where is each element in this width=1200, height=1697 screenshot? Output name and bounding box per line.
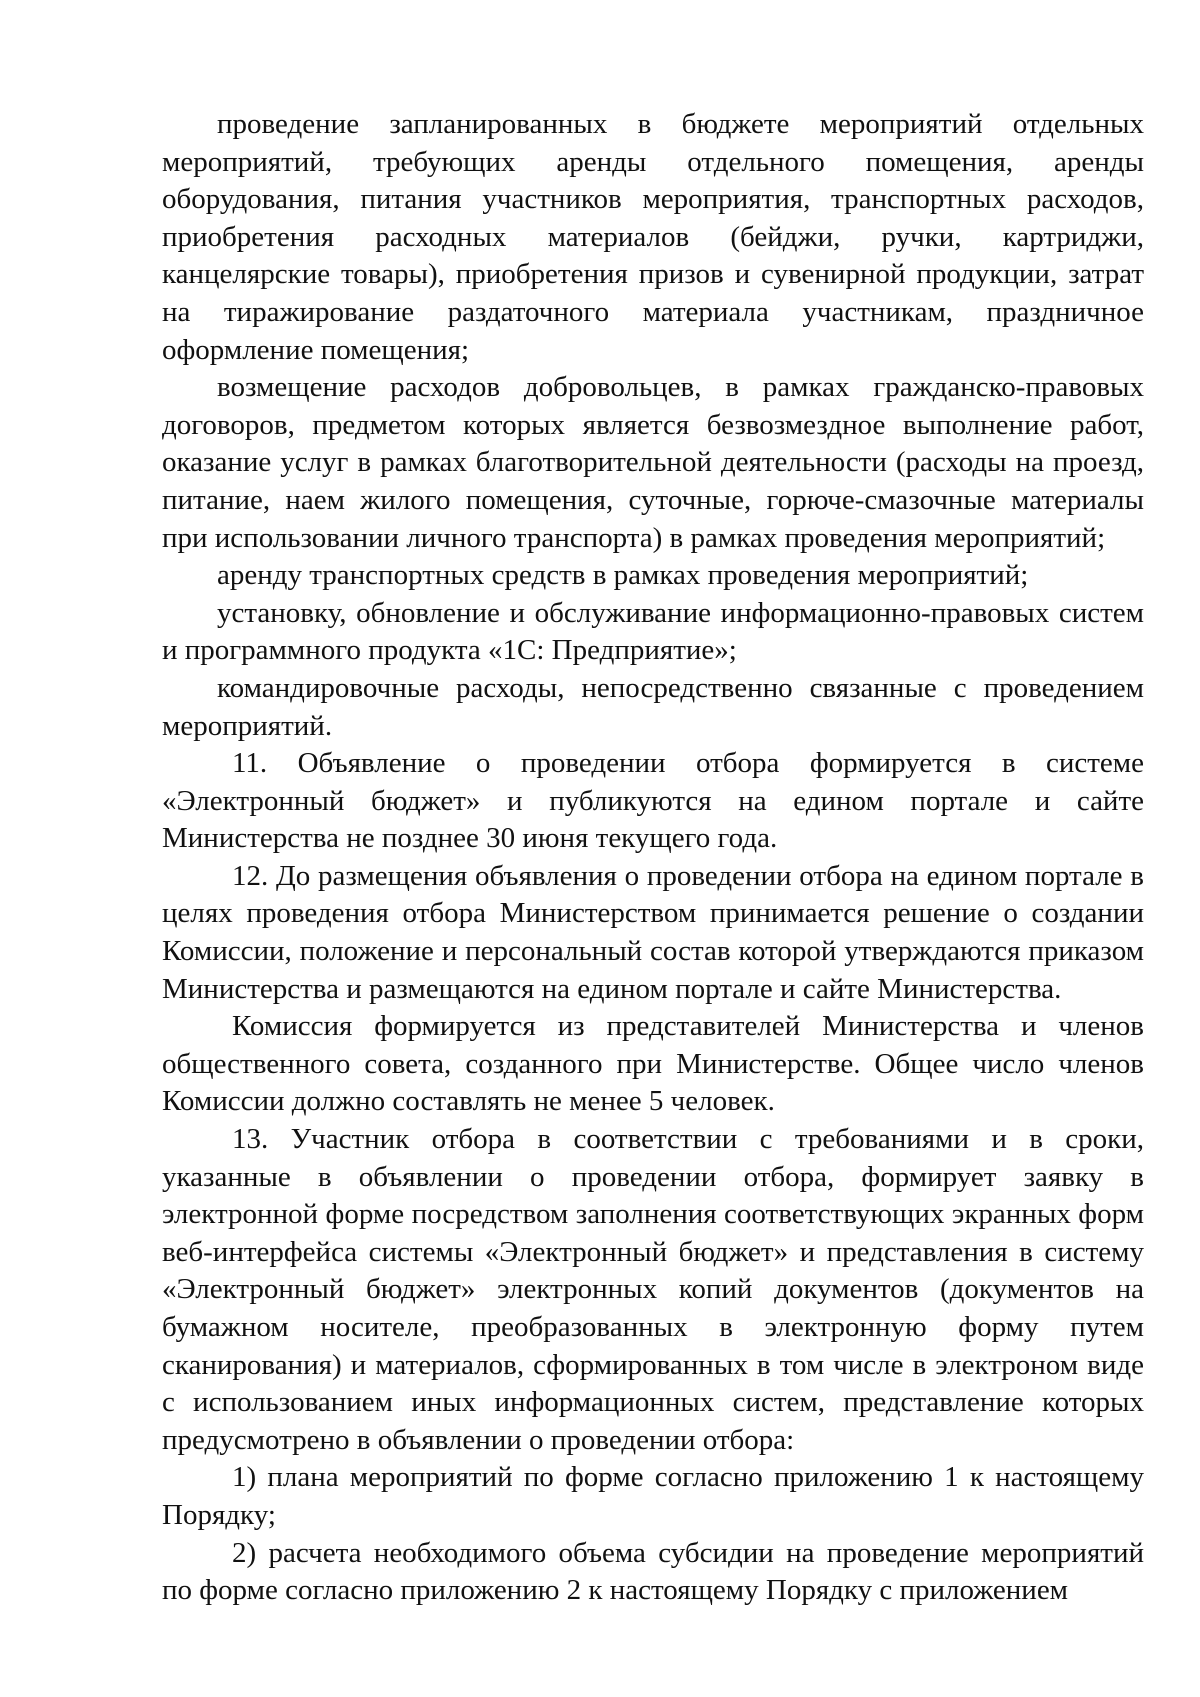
paragraph-event-expenses: проведение запланированных в бюджете мероприятий отдельных мероприятий, требующих аренды отдельного помещения, аренды оборудования, питания участников мероприятия, транспортных расходов, приобретения расходных материалов (бейджи, ручки, картриджи, канцелярские товары), приобретения призов и сувенирной продукции, затрат на тиражирование раздаточного материала участникам, праздничное оформление помещения; (162, 108, 1144, 366)
paragraph-travel-expenses: командировочные расходы, непосредственно связанные с проведением мероприятий. (162, 671, 1144, 742)
paragraph-volunteer-expenses: возмещение расходов добровольцев, в рамках гражданско-правовых договоров, предметом которых является безвозмездное выполнение работ, оказание услуг в рамках благотворительной деятельности (расходы на проезд, питание, наем жилого помещения, суточные, горюче-смазочные материалы при использовании личного транспорта) в рамках проведения мероприятий; (162, 371, 1144, 554)
paragraph-legal-systems: установку, обновление и обслуживание информационно-правовых систем и программного продукта «1С: Предприятие»; (162, 596, 1144, 667)
paragraph-vehicle-rental: аренду транспортных средств в рамках проведения мероприятий; (217, 559, 1029, 592)
paragraph-commission: Комиссия формируется из представителей Министерства и членов общественного совета, созданного при Министерстве. Общее число членов Комиссии должно составлять не менее 5 человек. (162, 1010, 1144, 1118)
paragraph-item-12: 12. До размещения объявления о проведении отбора на едином портале в целях проведения отбора Министерством принимается решение о создании Комиссии, положение и персональный состав которой утверждаются приказом Министерства и размещаются на едином портале и сайте Министерства. (162, 859, 1144, 1005)
paragraph-item-13: 13. Участник отбора в соответствии с требованиями и в сроки, указанные в объявлении о проведении отбора, формирует заявку в электронной форме посредством заполнения соответствующих экранных форм веб-интерфейса системы «Электронный бюджет» и представления в систему «Электронный бюджет» электронных копий документов (документов на бумажном носителе, преобразованных в электронную форму путем сканирования) и материалов, сформированных в том числе в электроном виде с использованием иных информационных систем, представление которых предусмотрено в объявлении о проведении отбора: (162, 1123, 1144, 1456)
paragraph-subitem-2: 2) расчета необходимого объема субсидии на проведение мероприятий по форме согласно приложению 2 к настоящему Порядку с приложением (162, 1536, 1144, 1607)
paragraph-item-11: 11. Объявление о проведении отбора формируется в системе «Электронный бюджет» и публикуются на едином портале и сайте Министерства не позднее 30 июня текущего года. (162, 747, 1144, 855)
document-body (162, 106, 1144, 1610)
paragraph-subitem-1: 1) плана мероприятий по форме согласно приложению 1 к настоящему Порядку; (162, 1461, 1144, 1531)
